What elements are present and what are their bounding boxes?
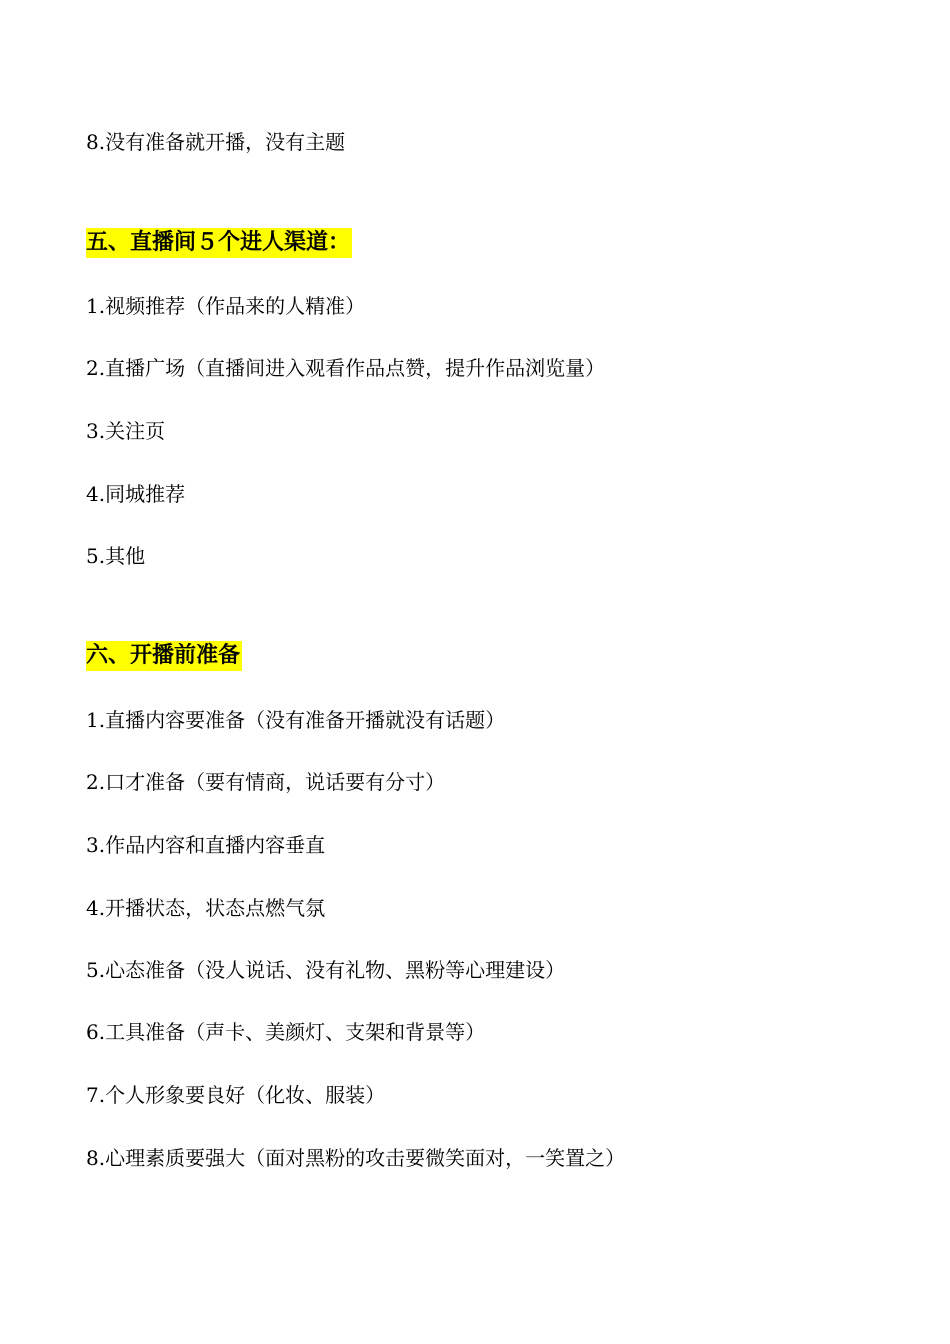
list-item: 2.直播广场（直播间进入观看作品点赞，提升作品浏览量） bbox=[86, 356, 606, 380]
list-item: 8.心理素质要强大（面对黑粉的攻击要微笑面对，一笑置之） bbox=[86, 1146, 626, 1170]
section-heading-5: 五、直播间５个进人渠道： bbox=[86, 228, 352, 258]
list-item: 1.视频推荐（作品来的人精准） bbox=[86, 294, 366, 318]
list-item: 1.直播内容要准备（没有准备开播就没有话题） bbox=[86, 708, 506, 732]
section-heading-6: 六、开播前准备 bbox=[86, 641, 242, 671]
list-item: 6.工具准备（声卡、美颜灯、支架和背景等） bbox=[86, 1020, 486, 1044]
list-item: 3.作品内容和直播内容垂直 bbox=[86, 833, 326, 857]
list-item: 4.开播状态，状态点燃气氛 bbox=[86, 896, 326, 920]
list-item: 4.同城推荐 bbox=[86, 482, 186, 506]
list-item: 8.没有准备就开播，没有主题 bbox=[86, 130, 346, 154]
list-item: 5.心态准备（没人说话、没有礼物、黑粉等心理建设） bbox=[86, 958, 566, 982]
list-item: 7.个人形象要良好（化妆、服装） bbox=[86, 1083, 386, 1107]
list-item: 3.关注页 bbox=[86, 419, 166, 443]
list-item: 5.其他 bbox=[86, 544, 146, 568]
list-item: 2.口才准备（要有情商，说话要有分寸） bbox=[86, 770, 446, 794]
